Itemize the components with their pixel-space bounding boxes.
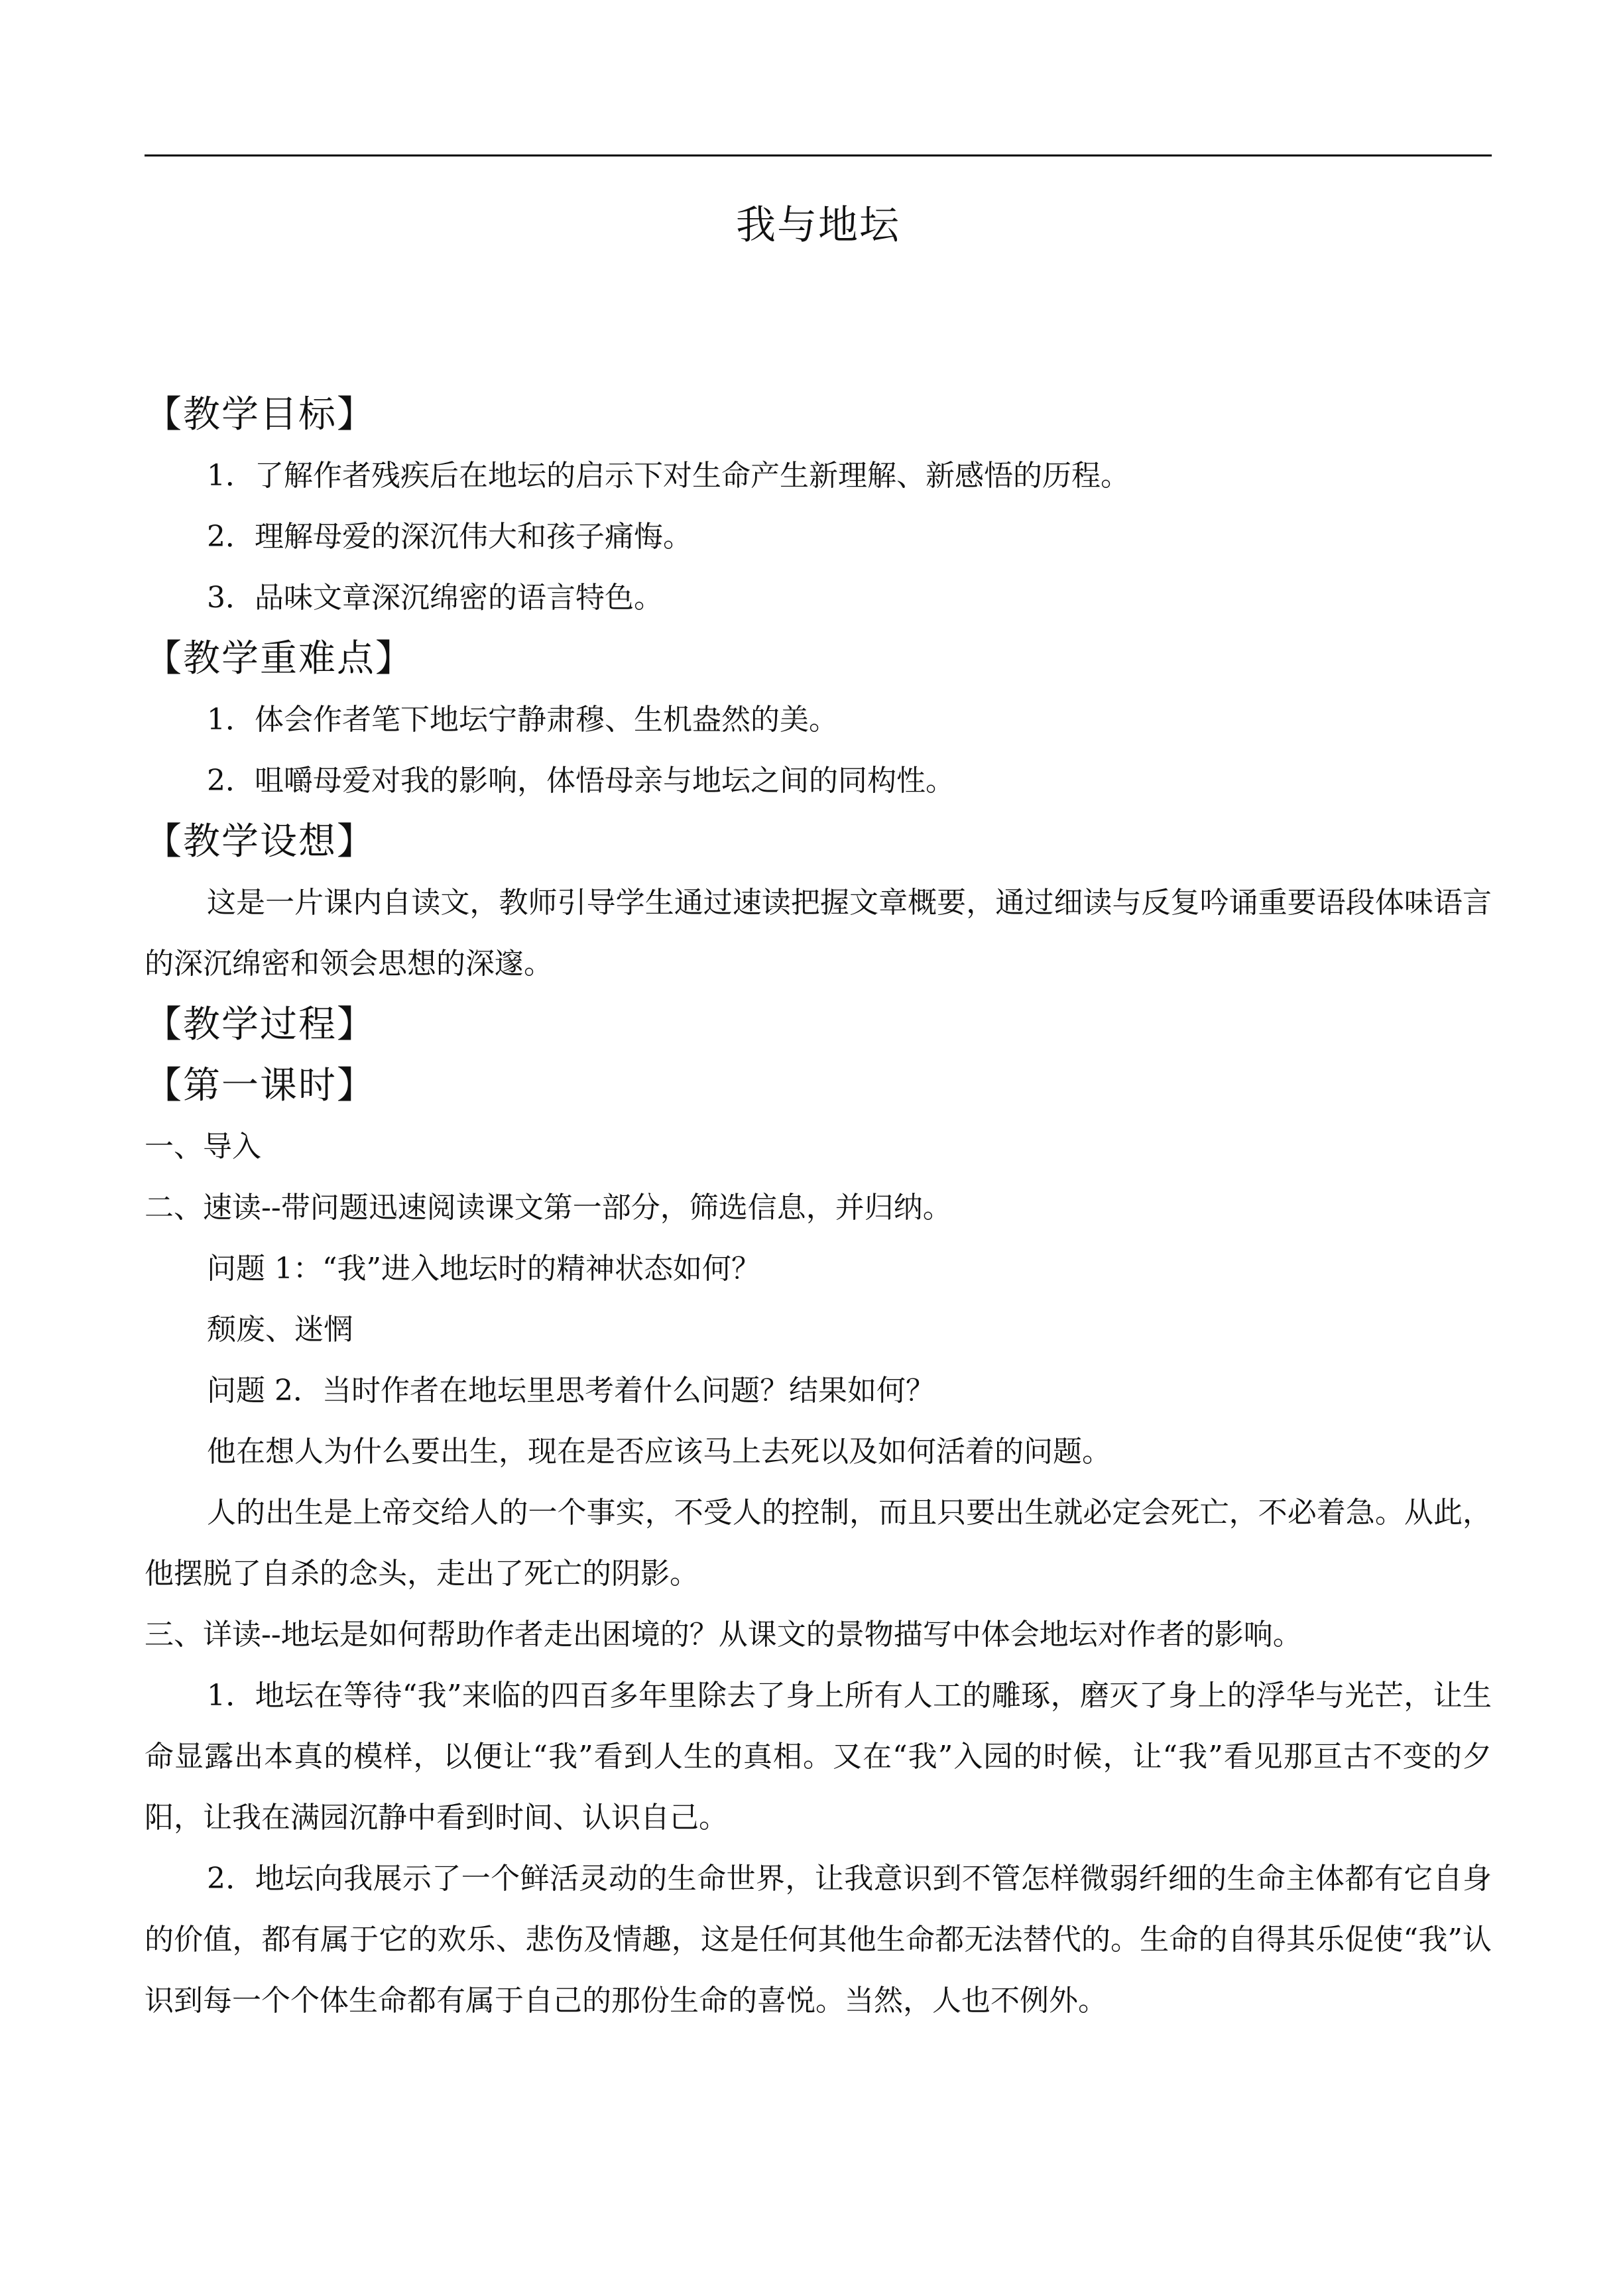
section-heading-process: 【教学过程】 [145,1003,375,1046]
section-heading-design: 【教学设想】 [145,820,375,863]
document-page [145,0,1492,2296]
step-speed-reading: 二、速读--带问题迅速阅读课文第一部分，筛选信息，并归纳。 [145,1191,952,1225]
goal-item: 3．品味文章深沉绵密的语言特色。 [207,581,663,615]
question-1: 问题 1：“我”进入地坛时的精神状态如何？ [207,1252,760,1286]
section-heading-goals: 【教学目标】 [145,393,375,436]
answer-2-part-2: 人的出生是上帝交给人的一个事实，不受人的控制，而且只要出生就必定会死亡，不必着急。从此，他摆脱了自杀的念头，走出了死亡的阴影。 [145,1496,1492,1591]
document-body [145,385,1492,2031]
paragraph-2: 2．地坛向我展示了一个鲜活灵动的生命世界，让我意识到不管怎样微弱纤细的生命主体都有它自身的价值，都有属于它的欢乐、悲伤及情趣，这是任何其他生命都无法替代的。生命的自得其乐促使“我”认识到每一个个体生命都有属于自己的那份生命的喜悦。当然，人也不例外。 [145,1862,1492,2018]
answer-2-part-1: 他在想人为什么要出生，现在是否应该马上去死以及如何活着的问题。 [207,1435,1111,1469]
key-point-item: 1．体会作者笔下地坛宁静肃穆、生机盎然的美。 [207,703,838,737]
document-title: 我与地坛 [736,202,900,249]
answer-1: 颓废、迷惘 [207,1313,353,1347]
design-paragraph: 这是一片课内自读文，教师引导学生通过速读把握文章概要，通过细读与反复吟诵重要语段体味语言的深沉绵密和领会思想的深邃。 [145,886,1492,981]
step-introduction: 一、导入 [145,1130,261,1164]
goal-item: 1．了解作者残疾后在地坛的启示下对生命产生新理解、新感悟的历程。 [207,459,1130,493]
paragraph-1: 1．地坛在等待“我”来临的四百多年里除去了身上所有人工的雕琢，磨灭了身上的浮华与光芒，让生命显露出本真的模样，以便让“我”看到人生的真相。又在“我”入园的时候，让“我”看见那亘古不变的夕阳，让我在满园沉静中看到时间、认识自己。 [145,1679,1492,1835]
key-point-item: 2．咀嚼母爱对我的影响，体悟母亲与地坛之间的同构性。 [207,764,955,798]
question-2: 问题 2．当时作者在地坛里思考着什么问题？结果如何？ [207,1374,935,1408]
header-rule [145,154,1492,156]
section-heading-lesson-1: 【第一课时】 [145,1064,375,1107]
step-detailed-reading: 三、详读--地坛是如何帮助作者走出困境的？从课文的景物描写中体会地坛对作者的影响。 [145,1618,1302,1652]
goal-item: 2．理解母爱的深沉伟大和孩子痛悔。 [207,520,692,554]
section-heading-key-points: 【教学重难点】 [145,637,414,680]
